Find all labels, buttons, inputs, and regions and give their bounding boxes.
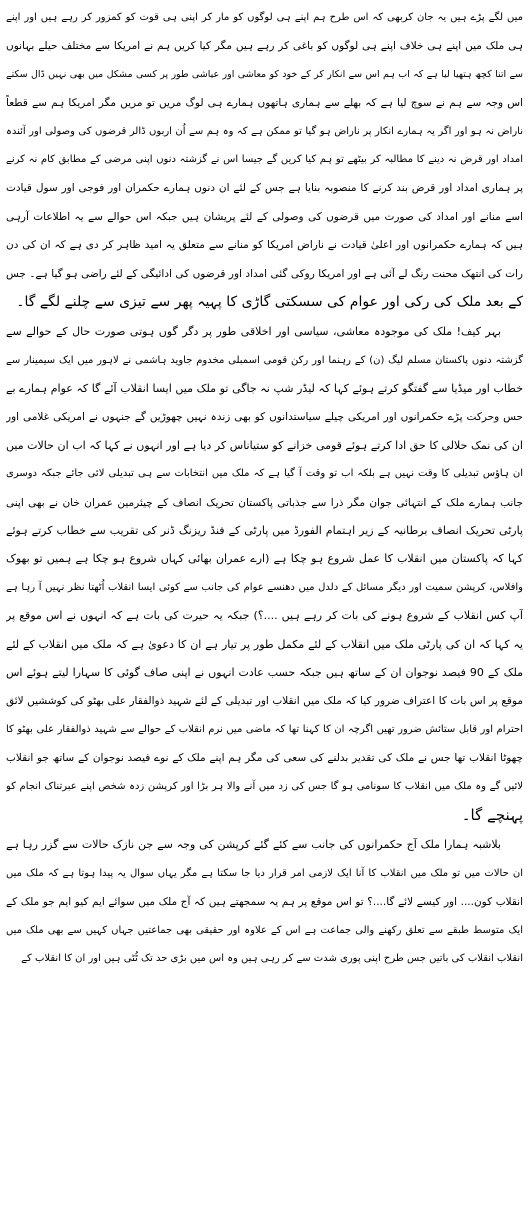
text-line: چھوٹا انقلاب تھا جس نے ملک کی تقدیر بدلنے کی سعی کی مگر ہم اپنے ملک کے نوے فیصد نوجوان کے ساتھ جو انقلاب (6, 752, 523, 765)
text-line: وافلاس، کرپشن سمیت اور دیگر مسائل کے دلدل میں دھنسے عوام کی جانب سے کوئی ایسا انقلاب اُٹھتا نظر نہیں آ رہا ہے (6, 581, 523, 593)
text-line: یہ کہا کہ ان کی پارٹی ملک میں انقلاب کے لئے مکمل طور پر تیار ہے ان کا دعویٰ ہے کہ ملک میں انقلاب کے لئے (6, 637, 523, 651)
text-line: ناراض نہ ہو اور اگر یہ ہمارے انکار پر ناراض ہو گیا تو ممکن ہے کہ وہ ہم سے اُن اربوں ڈالر قرضوں کی وصولی اور آئندہ (6, 125, 523, 137)
text-line: ہیں کہ ہمارے حکمرانوں اور اعلیٰ قیادت نے ناراض امریکا کو منانے سے متعلق یہ امید ظاہر کر دی ہے کہ ان کی دن (6, 239, 523, 252)
text-line: انقلاب انقلاب کی باتیں جس طرح اپنی پوری شدت سے کر رہی ہیں وہ اس میں بڑی حد تک ٹُٹی ہیں اور ان کا انقلاب کے (21, 952, 523, 964)
text-line: انقلاب کون.... اور کیسے لائے گا....؟ تو اس موقع پر ہم یہ سمجھتے ہیں کہ آج ملک میں سوائے ایم کیو ایم جو ملک کے (6, 896, 523, 909)
article-paragraph-2 (6, 318, 523, 829)
text-line: اس وجہ سے ہم نے سوچ لیا ہے کہ بھلے سے ہماری ہاتھوں ہمارے ہی لوگ مریں تو مریں مگر امریکا ہم سے قطعاً (6, 97, 523, 110)
text-line: ان حالات میں تو ملک میں انقلاب کا آنا ایک لازمی امر قرار دیا جا سکتا ہے مگر یہاں سوال یہ پیدا ہوتا ہے کہ ملک میں (6, 867, 523, 879)
text-line: ایک متوسط طبقے سے تعلق رکھنے والی جماعت ہے اس کے علاوہ اور حقیقی بھی جماعتیں جہاں کہیں سے بھی ملک میں (6, 924, 523, 936)
text-line: کہا کہ پاکستان میں انقلاب کا عمل شروع ہو چکا ہے (ارے عمران بھائی کہاں شروع ہو چکا ہے ہمیں تو بھوک (6, 552, 523, 566)
text-line: رات کی انتھک محنت رنگ لے آئی ہے اور امریکا روکی گئی امداد اور قرضوں کی ادائیگی کے لئے راضی ہو گیا ہے۔ جس (6, 267, 523, 280)
text-line: امداد اور قرض نہ دینے کا مطالبہ کر بیٹھے تو ہم کیا کریں گے جیسا اس نے گزشتہ دنوں اپنی مرضی کے مطابق کام نہ کرنے (6, 153, 523, 165)
article-paragraph-3 (6, 831, 523, 973)
text-line: اسے منانے اور امداد کی صورت میں قرضوں کی وصولی کے لئے پریشان ہیں جبکہ اس حوالے سے یہ اطلاعات آرہی (6, 210, 523, 223)
text-line: حس وحرکت پڑے حکمرانوں اور امریکی چیلے سیاستدانوں کو بھی زندہ نہیں چھوڑیں گے جنہوں نے امریکی غلامی اور (6, 411, 523, 424)
text-line: ان ہاؤس تبدیلی کا وقت نہیں ہے بلکہ اب تو وقت آ گیا ہے کہ ملک میں انتخابات سے ہی تبدیلی لائی جائے جبکہ دوسری (6, 468, 523, 480)
text-line: بلاشبہ ہمارا ملک آج حکمرانوں کی جانب سے کئے گئے کرپشن کی وجہ سے جن نازک حالات سے گزر رہا ہے (6, 838, 501, 852)
text-line: پارٹی تحریک انصاف برطانیہ کے زیر اہتمام الفورڈ میں پارٹی کے فنڈ ریزنگ ڈنر کی تقریب سے خطاب کرتے ہوئے (6, 524, 523, 538)
text-line: پہنچے گا۔ (461, 805, 523, 824)
text-line: خطاب اور میڈیا سے گفتگو کرتے ہوئے کہا کہ لیڈر شپ نہ جاگی تو ملک میں ایسا انقلاب آئے گا کہ عوام ہمارے بے (6, 382, 523, 396)
text-line: ہی ملک میں اپنے ہی خلاف اپنے ہی لوگوں کو باغی کر رہے ہیں مگر کیا کریں ہم نے امریکا سے مختلف حیلے بہانوں (6, 40, 523, 53)
text-line: گزشتہ دنوں پاکستان مسلم لیگ (ن) کے رہنما اور رکن قومی اسمبلی مخدوم جاوید ہاشمی نے لاہور میں ایک سیمینار سے (6, 354, 523, 366)
text-line: جانب ہمارے ملک کے انتہائی جوان مگر ذرا سے جذباتی پاکستان تحریک انصاف کے چیئرمین عمران خان نے بھی اپنی (6, 496, 523, 509)
text-line: ان کی نمک حلالی کا حق ادا کرتے ہوئے قومی خزانے کو ستیاناس کر دیا ہے اور انہوں نے کہا کہ اب ان حالات میں (6, 438, 523, 452)
text-line: سے اتنا کچھ ہتھیا لیا ہے کہ اب ہم اس سے انکار کر کے خود کو معاشی اور عیاشی طور پر کسی مشکل میں بھی نہیں ڈال سکتے (6, 68, 523, 80)
text-line: پر ہماری امداد اور قرض بند کرنے کا منصوبہ بنایا ہے جس کے لئے ان دنوں ہمارے حکمران اور فوجی اور سول قیادت (6, 182, 523, 195)
text-line: احترام اور قابل ستائش ضرور تھیں اگرچہ ان کا کہنا تھا کہ ماضی میں نرم انقلاب کے حوالے سے شہید ذوالفقار علی بھٹو کا (6, 723, 523, 735)
text-line: موقع پر اس بات کا اعتراف ضرور کیا کہ ملک میں انقلاب اور تبدیلی کے لئے شہید ذوالفقار علی بھٹو کی کوششیں لائق (6, 695, 523, 708)
text-line: میں لگے پڑے ہیں یہ جان کربھی کہ اس طرح ہم اپنے ہی لوگوں کو مار کر اپنی ہی قوت کو کمزور کر رہے ہیں اور اپنے (6, 12, 523, 23)
text-line: کے بعد ملک کی رکی اور عوام کی سسکتی گاڑی کا پہیہ پھر سے تیزی سے چلنے لگے گا۔ (16, 293, 523, 310)
text-line: بہر کیف! ملک کی موجودہ معاشی، سیاسی اور اخلاقی طور پر دگر گوں ہوتی صورت حال کے حوالے سے (6, 325, 501, 339)
article-paragraph-1 (6, 4, 523, 316)
text-line: ملک کے 90 فیصد نوجوان ان کے ساتھ ہیں جبکہ حسب عادت انہوں نے اپنی صاف گوئی کا سہارا لیتے ہوئے اس (6, 665, 523, 679)
text-line: آپ کس انقلاب کے شروع ہونے کی بات کر رہے ہیں ....؟) جبکہ یہ حیرت کی بات ہے کہ انہوں نے اس موقع پر (6, 609, 523, 623)
text-line: لائیں گے وہ ملک میں انقلاب کا سونامی ہو گا جس کی زد میں آنے والا ہر بڑا اور کرپشن زدہ شخص اپنے عبرتناک انجام کو (6, 780, 523, 792)
